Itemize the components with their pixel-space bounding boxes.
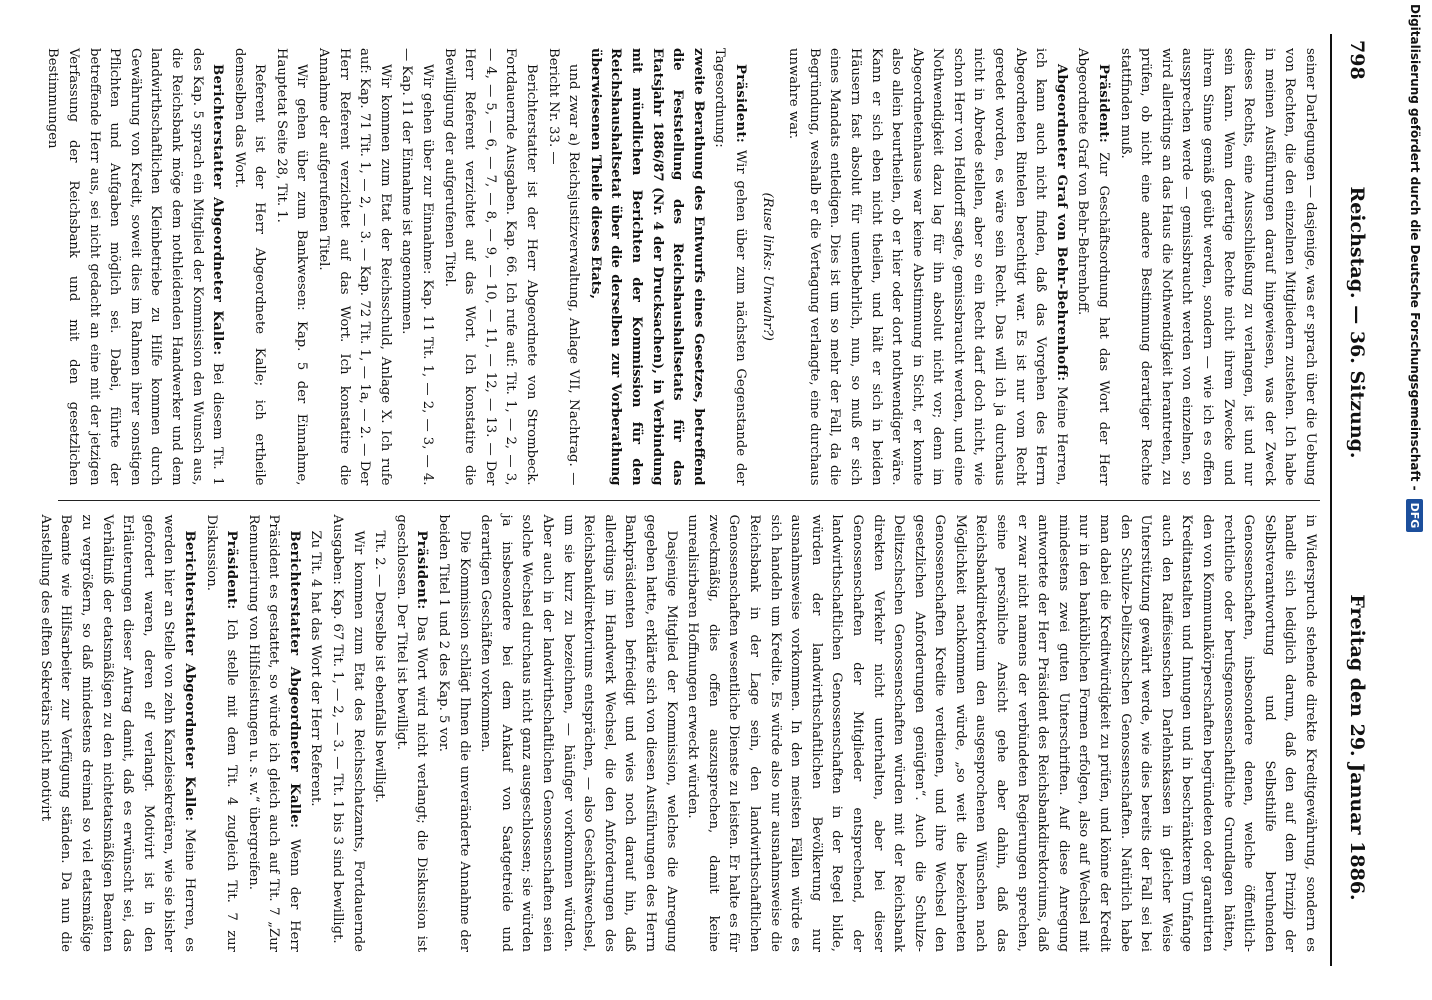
paragraph-text: Ich stelle mit dem Tit. 4 zugleich Tit. 7 zur Diskussion. [203, 514, 240, 952]
paragraph-text: Referent ist der Herr Abgeordnete Kalle; ich ertheile demselben das Wort. [231, 48, 268, 486]
paragraph-text: Bei diesem Tit. 1 des Kap. 5 sprach ein Mitglied der Kommission den Wunsch aus, die Reichsbank möge dem nothleidenden Handwerker und dem landwirthschaftlichen Kleinbetriebe zu Hilfe kommen durch Gewährung von Kredit, soweit dies im Rahmen ihrer sonstigen Pflichten und Aufgaben möglich sei. Dabei, führte der betreffende Herr aus, sei nicht gedacht an eine mit der jetzigen Verfassung der Reichsbank und mit den gesetzlichen Bestimmungen [45, 48, 226, 486]
paragraph-text: Zur Geschäftsordnung hat das Wort der Herr Abgeordnete Graf von Behr-Behrenhoff. [1075, 48, 1112, 486]
paragraph-text: Die Kommission schlägt Ihnen die unveränderte Annahme der beiden Titel 1 und 2 des Kap. 5 vor. [436, 514, 472, 952]
paragraph-text: Wir gehen über zum Bankwesen: Kap. 5 der Einnahme, Hauptetat Seite 28, Tit. 1. [273, 48, 310, 486]
paragraph [1072, 48, 1113, 486]
session-title: Reichstag. — 36. Sitzung. [1346, 186, 1368, 459]
page-number: 798 [1346, 40, 1368, 80]
paragraph [396, 48, 437, 486]
paragraph-text: Meine Herren, es werden hier an Stelle von zehn Kanzleisekretären, wie sie bisher gefordert waren, deren elf verlangt. Motivirt ist in den Erläuterungen dieser Antrag damit, daß es erwünscht sei, das Verhältniß der etatsmäßigen zu den nichtetatsmäßigen Beamten zu vergrößern, so daß mindestens dreimal so viel etatsmäßige Beamte wie Hilfsarbeiter zur Verfügung ständen. Da nun die Anstellung des elften Sekretärs nicht motivirt [37, 514, 197, 952]
paragraph-text: Wir gehen über zum nächsten Gegenstande der Tagesordnung: [712, 48, 748, 486]
paragraph [783, 48, 1071, 486]
paragraph-text: Dasjenige Mitglied der Kommission, welches die Anregung gegeben hatte, erklärte sich von diesen Ausführungen des Herrn Bankpräsidenten befriedigt und wies noch darauf hin, daß allerdings im Handwerk Wechsel, die den Anforderungen des Reichsbankdirektoriums entsprächen, — also Geschäftswechsel, um sie kurz zu bezeichnen, — häufiger vorkommen würden. Aber auch in der landwirthschaftlichen Genossenschaften seien solche Wechsel durchaus nicht ganz ausgeschlossen; sie würden ja insbesondere bei dem Ankauf von Saatgetreide und derartigen Geschäften vorkommen. [478, 514, 679, 952]
text-columns [37, 34, 1320, 966]
paragraph [709, 48, 750, 486]
dfg-logo: DFG [1407, 499, 1424, 533]
paragraph [200, 515, 241, 953]
paragraph-text: seiner Darlegungen — dasjenige, was er sprach über die Uebung von Rechten, die den einzelnen Mitgliedern zustehen. Ich habe in meinen Ausführungen darauf hingewiesen, was der Zweck dieses Rechts, eine Aussschließung zu verlangen, ist und nur sein kann. Wenn derartige Rechte nicht ihrem Zwecke und ihrem Sinne gemäß geübt werden, sondern — wie ich es offen aussprechen werde — gemissbraucht werden von einzelnen, so wird allerdings an das Haus die Nothwendigkeit herantreten, zu prüfen, ob nicht eine andere Bestimmung derartiger Rechte stattfinden muß. [1117, 48, 1318, 486]
paragraph [270, 48, 311, 486]
paragraph-text: (Ruse links: Unwahr?) [759, 192, 775, 341]
paragraph [228, 48, 269, 486]
speaker-name: Präsident: [732, 64, 748, 144]
speaker-name: Abgeordneter Graf von Behr-Behrenhoff: [1053, 64, 1069, 382]
interjection [756, 48, 777, 486]
paragraph [42, 48, 227, 486]
paragraph-text: und zwar a) Reichsjustizverwaltung, Anlage VII, Nachtrag. — Bericht Nr. 33. — [545, 48, 582, 486]
paragraph [305, 515, 326, 953]
agenda-heading [584, 48, 708, 486]
speaker-name: Präsident: [414, 530, 430, 610]
paragraph [438, 48, 541, 486]
paragraph-text: Tit. 2. — Derselbe ist ebenfalls bewilligt. [372, 530, 388, 803]
paragraph [369, 515, 390, 953]
paragraph [682, 515, 1320, 953]
speaker-name: Berichterstatter Abgeordneter Kalle: [181, 530, 197, 822]
text-column-left [45, 34, 1320, 500]
speaker-name: Präsident: [1096, 64, 1112, 144]
paragraph-text: Das Wort wird nicht verlangt; die Diskussion ist geschlossen. Der Titel ist bewilligt. [393, 514, 430, 952]
paragraph-text: Zu Tit. 4 hat das Wort der Herr Referent. [308, 530, 324, 807]
paragraph [34, 515, 199, 953]
paragraph [313, 48, 395, 486]
paragraph [542, 48, 583, 486]
paragraph [1114, 48, 1320, 486]
text-column-right [37, 501, 1320, 967]
paragraph-text: Wir kommen zum Etat des Reichsschatzamts, Fortdauernde Ausgaben: Kap. 67 Tit. 1, — 2, — 3. — Tit. 1 bis 3 sind bewilligt. [330, 514, 366, 952]
session-date: Freitag den 29. Januar 1886. [1346, 594, 1368, 901]
paragraph [327, 515, 368, 953]
header-rule [1330, 34, 1332, 966]
paragraph-text: Berichterstatter ist der Herr Abgeordnete von Strombeck. Fortdauernde Ausgaben. Kap. 66. Ich rufe auf: Tit. 1, — 2, — 3, — 4, — 5, — 6, — 7, — 8, — 9, — 10, — 11, — 12, — 13. — Der Herr Referent verzichtet auf das Wort. Ich konstatire die Bewilligung der aufgerufenen Titel. [441, 48, 540, 486]
paragraph-text: Wir gehen über zur Einnahme: Kap. 11 Tit. 1, — 2, — 3, — 4. — Kap. 11 der Einnahme ist angenommen. [399, 48, 436, 486]
speaker-name: Berichterstatter Abgeordneter Kalle: [286, 530, 302, 829]
digitization-credit [1402, 4, 1428, 996]
paragraph-text: in Widerspruch stehende direkte Kreditgewährung, sondern es handle sich lediglich darum, daß den auf dem Prinzip der Selbstverantwortung und Selbsthilfe beruhenden Genossenschaften, insbesondere denen, welche öffentlich-rechtliche oder berufsgenossenschaftliche Grundlagen hätten, den von Kommunalkörperschaften begründeten oder garantirten Kreditanstalten und Innungen und in beschränkterem Umfange auch den Raiffeisenschen Darlehnskassen in gleicher Weise Unterstützung gewährt werde, wie dies bereits der Fall sei bei den Schulze-Delitzschschen Genossenschaften. Natürlich habe man dabei die Kreditwürdigkeit zu prüfen, und könne der Kredit nur in den banküblichen Formen erfolgen, also auf Wechsel mit mindestens zwei guten Unterschriften. Auf diese Anregung antwortete der Herr Präsident des Reichsbankdirektoriums, daß er zwar nicht namens der verbündeten Regierungen sprechen, seine persönliche Ansicht gehe aber dahin, daß das Reichsbankdirektorium den ausgesprochenen Wünschen nach Möglichkeit nachkommen würde, „so weit die bezeichneten Genossenschaften Kredite verdienen, und ihre Wechsel den gesetzlichen Anforderungen genügten“. Auch die Schulze-Delitzschschen Genossenschaften würden mit der Reichsbank direkten Verkehr nicht unterhalten, aber bei dieser Genossenschaften der Mitglieder entsprechend, der landwirthschaftlichen Genossenschaften in der Regel bilde, würden der landwirthschaftlichen Bevölkerung nur ausnahmsweise vorkommen. In den meisten Fällen würde es sich handeln um Kredite. Es würde also nur ausnahmsweise die Reichsbank in der Lage sein, den landwirthschaftlichen Genossenschaften wesentliche Dienste zu leisten. Er halte es für zweckmäßig, dies offen auszusprechen, damit keine unrealisirbaren Hoffnungen erweckt würden. [685, 514, 1318, 952]
speaker-name: Berichterstatter Abgeordneter Kalle: [210, 64, 226, 356]
page-header [1334, 34, 1368, 966]
paragraph [475, 515, 681, 953]
paragraph [242, 515, 304, 953]
paragraph-text: zweite Berathung des Entwurfs eines Gesetzes, betreffend die Feststellung des Reichshaushaltsetats für das Etatsjahr 1886/87 (Nr. 4 der Drucksachen), in Verbindung mit mündlichen Berichten der Kommission für den Reichshaushaltsetat über die derselben zur Vorberathung überwiesenen Theile dieses Etats, [587, 48, 706, 486]
paragraph [390, 515, 431, 953]
paragraph [432, 515, 473, 953]
paragraph-text: Wir kommen zum Etat der Reichsschuld, Anlage X. Ich rufe auf: Kap. 71 Tit. 1, — 2, — 3. — Kap. 72 Tit. 1, — 1a, — 2. — Der Herr Referent verzichtet auf das Wort. Ich konstatire die Annahme der aufgerufenen Titel. [316, 48, 393, 486]
paragraph-text: Meine Herren, ich kann auch nicht finden, daß das Vorgehen des Herrn Abgeordneten Rintelen berechtigt war. Es ist nur vom Recht geredet worden, es wäre sein Recht. Das will ich ja durchaus nicht in Abrede stellen, aber so ein Recht darf doch nicht, wie schon Herr von Helldorff sagte, gemissbraucht werden, und eine Nothwendigkeit dazu lag für ihn absolut nicht vor; denn im Abgeordnetenhause war keine Abstimmung in Sicht, er konnte also allein beurtheilen, ob er hier oder dort nothwendiger wäre. Kann er sich eben nicht theilen, und hält er sich in beiden Häusern fast absolut für unentbehrlich, nun, so muß er sich eines Mandats entledigen. Dies ist um so mehr der Fall, da die Begründung, weshalb er die Vertagung verlangte, eine durchaus unwahre war. [786, 48, 1069, 486]
speaker-name: Präsident: [224, 530, 240, 610]
credit-text: Digitalisierung gefördert durch die Deutsche Forschungsgemeinschaft - [1408, 4, 1422, 491]
paragraph-text: Wenn der Herr Präsident es gestattet, so würde ich gleich auch auf Tit. 7 „Zur Remunerirung von Hilfsleistungen u. s. w.“ übergreifen. [245, 514, 302, 952]
